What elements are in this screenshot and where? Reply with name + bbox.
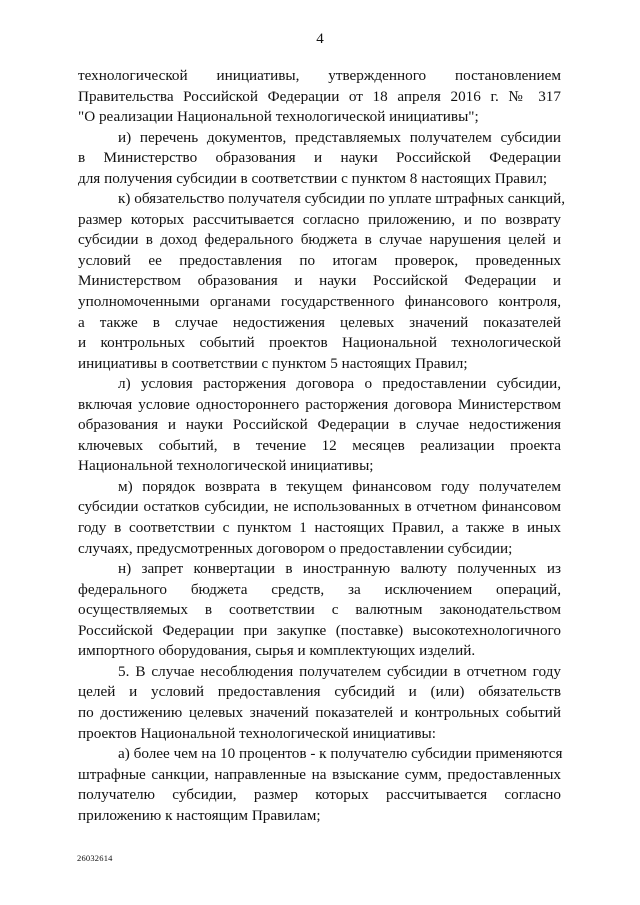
text-line: в Министерство образования и науки Российской Федерации [78,149,561,167]
text-line: Российской Федерации при закупке (поставке) высокотехнологичного [78,621,561,639]
text-line: федерального бюджета средств, за исключением операций, [78,580,561,598]
paragraph-item-a-line: а) более чем на 10 процентов - к получателю субсидии применяются [118,745,563,763]
text-line: году в соответствии с пунктом 1 настоящих Правил, а также в иных [78,519,561,537]
text-line: "О реализации Национальной технологической инициативы"; [78,108,479,126]
text-line: ключевых событий, в течение 12 месяцев реализации проекта [78,436,561,454]
text-line: приложению к настоящим Правилам; [78,806,321,824]
text-line: размер которых рассчитывается согласно приложению, и по возврату [78,210,561,228]
text-line: осуществляемых в соответствии с валютным законодательством [78,601,561,619]
text-line: по достижению целевых значений показателей и контрольных событий [78,703,561,721]
page-number: 4 [316,31,324,47]
text-line: проектов Национальной технологической инициативы: [78,724,436,742]
text-line: и контрольных событий проектов Национальной технологической [78,334,561,352]
text-line: субсидии в доход федерального бюджета в случае нарушения целей и [78,231,561,249]
text-line: инициативы в соответствии с пунктом 5 настоящих Правил; [78,354,468,372]
text-line: импортного оборудования, сырья и комплектующих изделий. [78,642,476,660]
paragraph-item-i-line: и) перечень документов, представляемых получателем субсидии [118,128,561,146]
text-line: штрафные санкции, направленные на взыскание сумм, предоставленных [78,765,561,783]
paragraph-item-k-line: к) обязательство получателя субсидии по уплате штрафных санкций, [118,190,566,208]
text-line: уполномоченными органами государственного финансового контроля, [78,293,561,311]
text-line: а также в случае недостижения целевых значений показателей [78,313,561,331]
text-line: целей и условий предоставления субсидий и (или) обязательств [78,683,561,701]
text-line: условий ее предоставления по итогам проверок, проведенных [78,251,561,269]
text-line: получателю субсидии, размер которых рассчитывается согласно [78,786,561,804]
text-line: технологической инициативы, утвержденного постановлением [78,67,561,84]
text-line: включая условие одностороннего расторжения договора Министерством [78,395,561,413]
document-body [78,66,566,826]
text-line: для получения субсидии в соответствии с пунктом 8 настоящих Правил; [78,169,548,187]
paragraph-item-l-line: л) условия расторжения договора о предоставлении субсидии, [118,375,561,393]
text-line: субсидии остатков субсидии, не использованных в отчетном финансовом [78,498,561,516]
text-line: образования и науки Российской Федерации в случае недостижения [78,416,561,434]
text-line: Правительства Российской Федерации от 18 апреля 2016 г. № 317 [78,87,561,105]
paragraph-item-n-line: н) запрет конвертации в иностранную валюту полученных из [118,560,561,578]
paragraph-item-m-line: м) порядок возврата в текущем финансовом году получателем [118,477,561,495]
paragraph-5-line: 5. В случае несоблюдения получателем субсидии в отчетном году [118,662,561,680]
text-line: Министерством образования и науки Российской Федерации и [78,272,561,290]
text-line: случаях, предусмотренных договором о предоставлении субсидии; [78,539,513,557]
document-code: 26032614 [77,853,113,863]
text-line: Национальной технологической инициативы; [78,457,374,475]
